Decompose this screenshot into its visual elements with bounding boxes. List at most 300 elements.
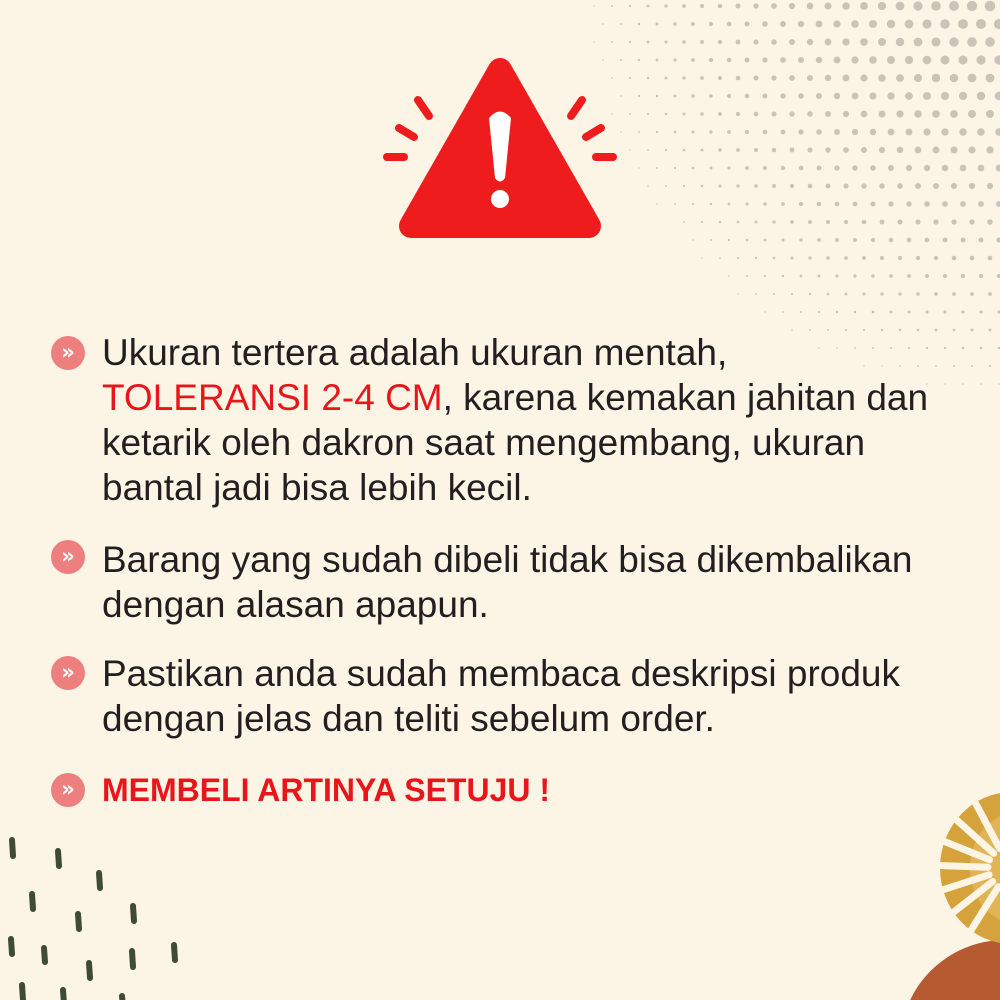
- halftone-dot: [987, 219, 992, 224]
- halftone-dot: [960, 165, 967, 172]
- halftone-dot: [979, 238, 984, 243]
- halftone-dot: [860, 2, 868, 10]
- halftone-dot: [798, 57, 804, 63]
- halftone-dot: [809, 293, 811, 295]
- halftone-dot: [853, 202, 858, 207]
- halftone-dot: [744, 21, 749, 26]
- halftone-dot: [923, 56, 932, 65]
- note-line: Ukuran tertera adalah ukuran mentah,: [102, 332, 728, 373]
- halftone-dot: [834, 129, 840, 135]
- halftone-dot: [656, 95, 659, 98]
- halftone-dot: [843, 147, 849, 153]
- halftone-dot: [800, 275, 803, 278]
- halftone-dot: [843, 183, 848, 188]
- halftone-dot: [915, 219, 920, 224]
- halftone-dot: [825, 147, 830, 152]
- halftone-dot: [935, 365, 937, 367]
- halftone-dot: [995, 128, 1000, 136]
- halftone-dot: [923, 92, 931, 100]
- halftone-dot: [799, 238, 802, 241]
- halftone-dot: [683, 149, 686, 152]
- halftone-dot: [986, 74, 995, 83]
- halftone-dot: [780, 93, 785, 98]
- halftone-dot: [880, 220, 885, 225]
- halftone-dot: [989, 329, 992, 332]
- halftone-dot: [691, 130, 694, 133]
- halftone-dot: [878, 74, 886, 82]
- note-no-returns: [102, 537, 912, 627]
- dash-mark: [89, 963, 90, 978]
- halftone-dot: [970, 292, 974, 296]
- halftone-dot: [647, 185, 648, 186]
- halftone-dot: [943, 310, 946, 313]
- halftone-dot: [772, 148, 776, 152]
- halftone-dot: [647, 41, 650, 44]
- halftone-dot: [834, 93, 840, 99]
- halftone-dot: [958, 19, 968, 29]
- halftone-dot: [979, 274, 983, 278]
- halftone-dot: [656, 167, 658, 169]
- double-chevron-icon: »: [51, 773, 85, 807]
- note-line: [102, 375, 928, 420]
- halftone-dot: [897, 147, 904, 154]
- halftone-dot: [816, 129, 822, 135]
- halftone-dot: [906, 165, 912, 171]
- dash-mark: [58, 851, 59, 866]
- halftone-dot: [718, 112, 722, 116]
- note-size-tolerance: [102, 330, 928, 510]
- halftone-dot: [692, 167, 695, 170]
- halftone-dot: [728, 203, 731, 206]
- halftone-dot: [941, 92, 949, 100]
- halftone-dot: [986, 110, 994, 118]
- halftone-dot: [664, 40, 667, 43]
- halftone-dot: [737, 293, 738, 294]
- note-line: Barang yang sudah dibeli tidak bisa dikembalikan: [102, 539, 913, 580]
- halftone-dot: [977, 92, 985, 100]
- halftone-dot: [942, 201, 948, 207]
- halftone-dot: [718, 40, 722, 44]
- halftone-dot: [673, 58, 676, 61]
- halftone-dot: [897, 183, 903, 189]
- halftone-dot: [647, 77, 650, 80]
- dash-mark: [132, 951, 133, 967]
- halftone-dot: [763, 202, 766, 205]
- halftone-dot: [879, 183, 885, 189]
- tolerance-highlight: TOLERANSI 2-4 CM: [102, 377, 443, 418]
- halftone-dot: [781, 130, 786, 135]
- halftone-dot: [807, 75, 813, 81]
- halftone-dot: [807, 111, 813, 117]
- halftone-dot: [824, 2, 831, 9]
- halftone-dot: [638, 95, 640, 97]
- halftone-dot: [665, 113, 668, 116]
- halftone-dot: [682, 76, 685, 79]
- terracotta-circle: [900, 940, 1000, 1000]
- halftone-dot: [763, 166, 767, 170]
- dash-mark: [133, 906, 134, 921]
- halftone-dot: [949, 37, 958, 46]
- halftone-dot: [816, 21, 823, 28]
- halftone-dot: [944, 383, 945, 384]
- halftone-dot: [914, 74, 922, 82]
- halftone-dot: [979, 310, 982, 313]
- halftone-dot: [951, 147, 958, 154]
- halftone-dot: [817, 238, 821, 242]
- halftone-dot: [906, 201, 911, 206]
- halftone-dot: [647, 5, 650, 8]
- halftone-dot: [851, 20, 859, 28]
- note-line: bantal jadi bisa lebih kecil.: [102, 467, 532, 508]
- halftone-dot: [816, 57, 822, 63]
- halftone-dot: [931, 1, 941, 11]
- halftone-dot: [718, 4, 723, 9]
- halftone-dot: [790, 184, 794, 188]
- halftone-dot: [907, 274, 911, 278]
- halftone-dot: [933, 183, 939, 189]
- halftone-dot: [985, 37, 995, 47]
- halftone-dot: [683, 221, 685, 223]
- halftone-dot: [988, 256, 993, 261]
- halftone-dot: [620, 23, 622, 25]
- halftone-dot: [755, 257, 757, 259]
- halftone-dot: [896, 74, 904, 82]
- halftone-dot: [764, 239, 767, 242]
- dash-mark: [32, 894, 33, 909]
- halftone-dot: [834, 165, 839, 170]
- exclamation-dot: [491, 190, 509, 208]
- halftone-dot: [780, 21, 786, 27]
- halftone-dot: [934, 292, 938, 296]
- halftone-dot: [701, 257, 702, 258]
- halftone-dot: [889, 238, 893, 242]
- halftone-dot: [905, 92, 913, 100]
- halftone-dot: [791, 293, 793, 295]
- halftone-dot: [941, 128, 948, 135]
- halftone-dot: [996, 165, 1000, 172]
- halftone-dot: [781, 238, 784, 241]
- halftone-dot: [746, 275, 748, 277]
- halftone-dot: [861, 183, 866, 188]
- halftone-dot: [701, 221, 703, 223]
- halftone-dot: [789, 75, 795, 81]
- halftone-dot: [977, 128, 985, 136]
- note-line: MEMBELI ARTINYA SETUJU !: [102, 772, 551, 808]
- halftone-dot: [898, 220, 903, 225]
- halftone-dot: [960, 201, 966, 207]
- halftone-dot: [916, 292, 919, 295]
- halftone-dot: [942, 165, 949, 172]
- halftone-dot: [843, 75, 850, 82]
- halftone-dot: [799, 202, 803, 206]
- halftone-dot: [647, 113, 649, 115]
- halftone-dot: [934, 256, 938, 260]
- halftone-dot: [995, 92, 1000, 100]
- halftone-dot: [941, 56, 950, 65]
- warning-triangle-icon: [370, 40, 630, 250]
- halftone-dot: [852, 93, 859, 100]
- halftone-dot: [906, 129, 913, 136]
- dash-mark: [122, 996, 123, 1000]
- halftone-dot: [692, 239, 694, 241]
- halftone-dot: [987, 183, 993, 189]
- halftone-dot: [962, 383, 964, 385]
- halftone-dot: [978, 165, 985, 172]
- halftone-dot: [798, 21, 804, 27]
- halftone-dot: [898, 292, 901, 295]
- halftone-dot: [718, 76, 722, 80]
- halftone-dot: [994, 55, 1000, 64]
- alert-ray: [586, 128, 601, 137]
- halftone-dot: [862, 256, 866, 260]
- halftone-dot: [665, 77, 668, 80]
- halftone-dot: [826, 220, 830, 224]
- halftone-dot: [986, 146, 993, 153]
- halftone-dot: [943, 238, 948, 243]
- halftone-dot: [905, 20, 914, 29]
- halftone-dot: [817, 166, 822, 171]
- halftone-dot: [854, 311, 857, 314]
- halftone-dot: [727, 22, 732, 27]
- halftone-dot: [745, 94, 750, 99]
- halftone-dot: [985, 1, 996, 12]
- halftone-dot: [961, 274, 965, 278]
- halftone-dot: [997, 238, 1000, 243]
- halftone-dot: [943, 274, 947, 278]
- halftone-dot: [789, 111, 794, 116]
- halftone-dot: [844, 256, 848, 260]
- halftone-dot: [968, 146, 975, 153]
- halftone-dot: [611, 5, 613, 7]
- halftone-dot: [950, 110, 958, 118]
- halftone-dot: [940, 19, 950, 29]
- halftone-dot: [638, 131, 640, 133]
- halftone-dot: [845, 293, 848, 296]
- halftone-dot: [967, 1, 977, 11]
- dash-mark: [78, 914, 79, 929]
- halftone-dot: [835, 238, 839, 242]
- note-buying-means-agree: [102, 770, 550, 810]
- halftone-dot: [745, 202, 748, 205]
- dash-mark: [174, 945, 175, 960]
- halftone-dot: [817, 202, 821, 206]
- halftone-dot: [727, 166, 730, 169]
- halftone-dot: [772, 184, 776, 188]
- halftone-dot: [754, 112, 759, 117]
- halftone-dot: [727, 58, 731, 62]
- note-line: ketarik oleh dakron saat mengembang, ukuran: [102, 422, 866, 463]
- halftone-dot: [971, 365, 973, 367]
- halftone-dot: [763, 130, 768, 135]
- halftone-dot: [914, 110, 921, 117]
- halftone-dot: [718, 148, 721, 151]
- halftone-dot: [878, 2, 886, 10]
- note-line: dengan jelas dan teliti sebelum order.: [102, 698, 715, 739]
- halftone-dot: [887, 20, 895, 28]
- halftone-dot: [789, 3, 795, 9]
- halftone-dot: [737, 221, 740, 224]
- halftone-dot: [844, 220, 848, 224]
- halftone-dot: [808, 184, 813, 189]
- halftone-dot: [719, 221, 721, 223]
- note-line-rest: , karena kemakan jahitan dan: [442, 377, 929, 418]
- halftone-dot: [925, 310, 928, 313]
- halftone-dot: [933, 147, 940, 154]
- halftone-dot: [709, 58, 713, 62]
- halftone-dot: [736, 76, 741, 81]
- halftone-dot: [933, 219, 938, 224]
- halftone-dot: [753, 39, 758, 44]
- halftone-dot: [925, 238, 930, 243]
- halftone-dot: [762, 57, 767, 62]
- halftone-dot: [908, 311, 911, 314]
- halftone-dot: [915, 183, 921, 189]
- halftone-dot: [773, 257, 776, 260]
- halftone-dot: [905, 56, 913, 64]
- note-line: dengan alasan apapun.: [102, 584, 489, 625]
- halftone-dot: [789, 39, 795, 45]
- halftone-dot: [745, 130, 749, 134]
- halftone-dot: [968, 74, 977, 83]
- halftone-dot: [737, 257, 739, 259]
- halftone-dot: [833, 20, 840, 27]
- halftone-dot: [709, 130, 712, 133]
- halftone-dot: [961, 238, 966, 243]
- halftone-dot: [826, 256, 829, 259]
- halftone-dot: [835, 202, 840, 207]
- halftone-dot: [754, 184, 758, 188]
- halftone-dot: [967, 37, 977, 47]
- halftone-dot: [888, 165, 894, 171]
- alert-ray: [399, 128, 414, 137]
- halftone-dot: [826, 184, 831, 189]
- halftone-dot: [853, 274, 856, 277]
- halftone-dot: [980, 383, 982, 385]
- halftone-dot: [665, 185, 667, 187]
- halftone-dot: [869, 56, 877, 64]
- halftone-dot: [764, 275, 766, 277]
- halftone-dot: [790, 220, 794, 224]
- halftone-dot: [869, 92, 876, 99]
- halftone-dot: [861, 111, 868, 118]
- dash-mark: [44, 948, 45, 962]
- halftone-dot: [710, 239, 712, 241]
- halftone-dot: [871, 274, 875, 278]
- halftone-dot: [673, 22, 676, 25]
- double-chevron-icon: »: [51, 540, 85, 574]
- halftone-dot: [800, 311, 802, 313]
- halftone-dot: [808, 256, 811, 259]
- halftone-dot: [959, 128, 966, 135]
- halftone-dot: [890, 311, 893, 314]
- dash-mark: [22, 985, 23, 1000]
- halftone-dot: [691, 58, 695, 62]
- halftone-dot: [799, 166, 804, 171]
- halftone-dot: [869, 20, 877, 28]
- halftone-dot: [772, 112, 777, 117]
- halftone-dot: [736, 184, 739, 187]
- halftone-dot: [958, 55, 967, 64]
- halftone-dot: [638, 167, 640, 169]
- halftone-dot: [952, 292, 956, 296]
- halftone-dot: [861, 147, 867, 153]
- halftone-dot: [745, 58, 750, 63]
- halftone-dot: [880, 256, 884, 260]
- halftone-dot: [807, 3, 814, 10]
- halftone-dot: [879, 111, 886, 118]
- halftone-dot: [887, 56, 895, 64]
- halftone-dot: [700, 4, 704, 8]
- halftone-dot: [682, 4, 686, 8]
- halftone-dot: [754, 220, 757, 223]
- halftone-dot: [682, 112, 685, 115]
- halftone-dot: [736, 4, 741, 9]
- halftone-dot: [638, 23, 641, 26]
- halftone-dot: [755, 293, 757, 295]
- dash-mark: [63, 990, 64, 1000]
- halftone-dot: [870, 129, 876, 135]
- halftone-dot: [871, 238, 875, 242]
- halftone-dot: [935, 329, 938, 332]
- halftone-dot: [781, 202, 785, 206]
- leaf-slit: [928, 865, 988, 867]
- halftone-dot: [762, 21, 768, 27]
- halftone-dot: [818, 311, 820, 313]
- double-chevron-icon: »: [51, 336, 85, 370]
- halftone-dot: [950, 74, 959, 83]
- halftone-dot: [791, 257, 794, 260]
- halftone-dot: [664, 4, 667, 7]
- halftone-dot: [862, 292, 865, 295]
- halftone-dot: [842, 38, 849, 45]
- halftone-dot: [754, 148, 758, 152]
- double-chevron-icon: »: [51, 656, 85, 690]
- halftone-dot: [798, 129, 803, 134]
- halftone-dot: [700, 40, 704, 44]
- halftone-dot: [870, 165, 876, 171]
- dash-mark: [99, 873, 100, 888]
- halftone-dot: [896, 38, 904, 46]
- halftone-dot: [953, 365, 955, 367]
- halftone-dot: [764, 311, 766, 313]
- halftone-dot: [593, 5, 595, 7]
- halftone-dot: [907, 238, 912, 243]
- halftone-dot: [691, 22, 695, 26]
- halftone-dot: [887, 92, 894, 99]
- halftone-dot: [727, 130, 731, 134]
- halftone-dot: [719, 185, 722, 188]
- halftone-dot: [629, 5, 631, 7]
- halftone-dot: [976, 55, 985, 64]
- halftone-dot: [710, 167, 713, 170]
- halftone-dot: [647, 149, 649, 151]
- halftone-dot: [860, 38, 868, 46]
- halftone-dot: [736, 148, 740, 152]
- halftone-dot: [700, 148, 703, 151]
- halftone-dot: [773, 293, 775, 295]
- halftone-dot: [996, 201, 1000, 207]
- halftone-dot: [745, 166, 749, 170]
- halftone-dot: [827, 293, 830, 296]
- halftone-dot: [825, 75, 831, 81]
- halftone-dot: [916, 256, 920, 260]
- halftone-dot: [980, 347, 982, 349]
- halftone-dot: [638, 59, 640, 61]
- halftone-dot: [898, 256, 902, 260]
- halftone-dot: [896, 110, 903, 117]
- halftone-dot: [862, 220, 867, 225]
- halftone-dot: [836, 311, 838, 313]
